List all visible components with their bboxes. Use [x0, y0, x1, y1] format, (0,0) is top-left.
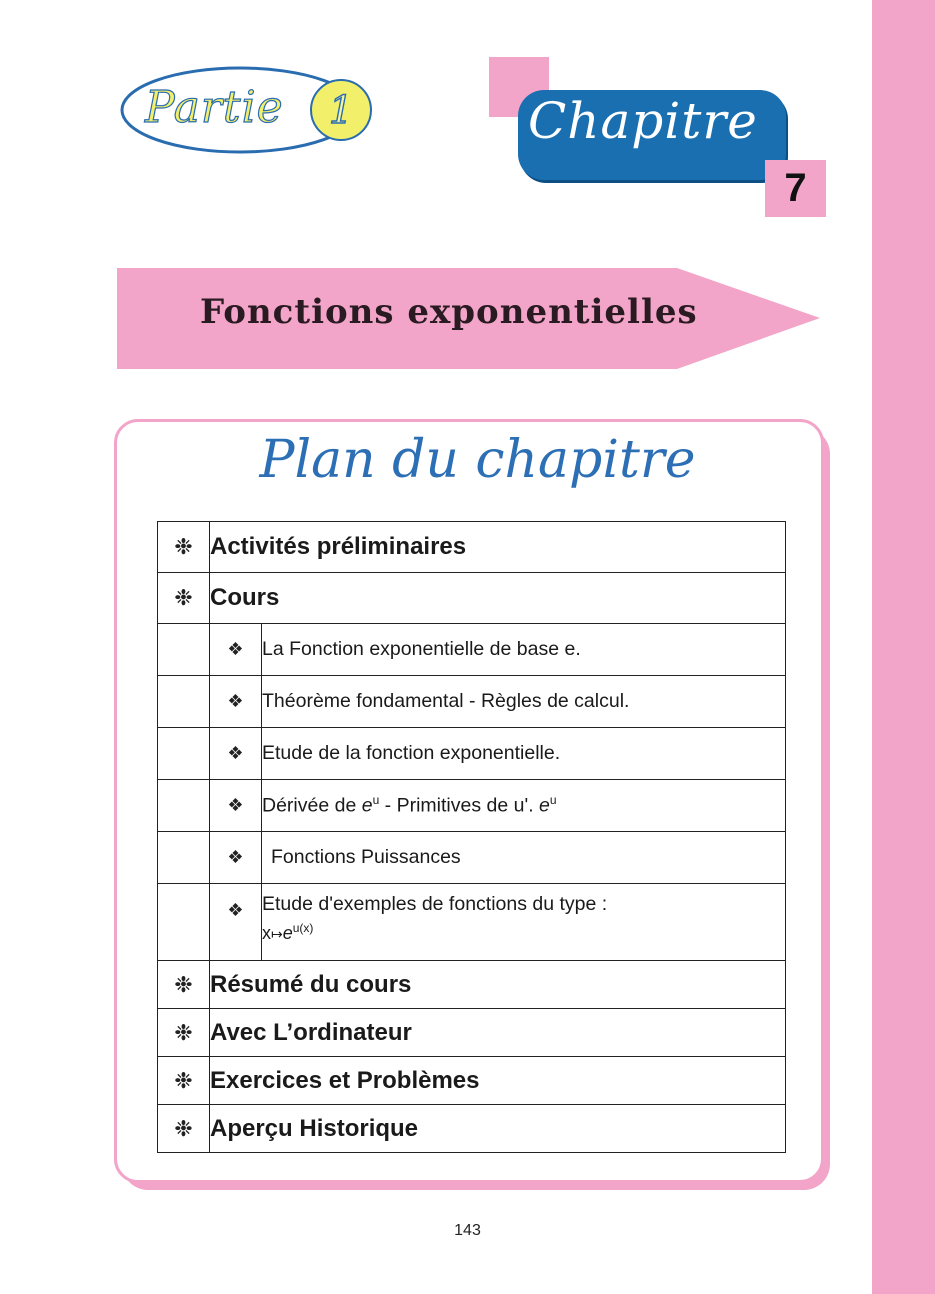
page-number: 143	[454, 1222, 481, 1239]
row-empty-cell	[158, 728, 210, 780]
row-bullet	[158, 522, 210, 573]
table-row	[158, 624, 786, 676]
table-row	[158, 728, 786, 780]
derivee-exponent: u	[372, 793, 380, 808]
snowflake-icon: ❉	[174, 1115, 193, 1141]
plan-item-exercices: Exercices et Problèmes	[210, 1057, 786, 1105]
row-empty-cell	[158, 624, 210, 676]
diamond-icon: ❖	[227, 743, 244, 763]
derivee-e: e	[361, 794, 373, 817]
chapitre-number: 7	[765, 160, 826, 217]
plan-subitem-theoreme: Théorème fondamental - Règles de calcul.	[262, 676, 786, 728]
plan-subitem-derivee	[262, 780, 786, 832]
snowflake-icon: ❉	[174, 971, 193, 997]
formula-exponent: u(x)	[292, 921, 314, 935]
maps-to-arrow: ↦	[271, 926, 283, 942]
snowflake-icon: ❉	[174, 1067, 193, 1093]
plan-item-historique: Aperçu Historique	[210, 1105, 786, 1153]
snowflake-icon: ❉	[174, 585, 193, 610]
table-row	[158, 780, 786, 832]
row-bullet	[158, 573, 210, 624]
plan-subitem-exemples	[262, 884, 786, 961]
plan-heading	[0, 430, 935, 490]
row-bullet	[158, 1057, 210, 1105]
row-bullet	[210, 728, 262, 780]
derivee-prefix: Dérivée de	[262, 794, 362, 817]
table-row	[158, 573, 786, 624]
primitive-e: e	[539, 794, 550, 817]
right-margin-band	[872, 0, 935, 1294]
diamond-icon: ❖	[227, 847, 244, 867]
table-row	[158, 522, 786, 573]
plan-subitem-puissances: Fonctions Puissances	[262, 832, 786, 884]
diamond-icon: ❖	[227, 639, 244, 659]
row-bullet	[210, 624, 262, 676]
plan-item-resume: Résumé du cours	[210, 961, 786, 1009]
row-bullet	[158, 1009, 210, 1057]
exemples-line1: Etude d'exemples de fonctions du type :	[262, 893, 608, 915]
table-row	[158, 1057, 786, 1105]
row-bullet	[210, 780, 262, 832]
table-row	[158, 961, 786, 1009]
snowflake-icon: ❉	[174, 534, 193, 559]
partie-number: 1	[328, 88, 354, 132]
partie-badge	[115, 60, 385, 160]
plan-heading-text: Plan du chapitre	[259, 430, 696, 490]
row-bullet	[158, 961, 210, 1009]
formula-e: e	[282, 923, 293, 943]
row-bullet	[210, 884, 262, 961]
plan-item-cours: Cours	[210, 573, 786, 624]
row-bullet	[210, 832, 262, 884]
plan-subitem-etude: Etude de la fonction exponentielle.	[262, 728, 786, 780]
row-bullet	[210, 676, 262, 728]
table-row	[158, 884, 786, 961]
exemples-formula	[262, 916, 785, 946]
primitive-exponent: u	[549, 793, 557, 808]
row-empty-cell	[158, 832, 210, 884]
diamond-icon: ❖	[227, 900, 244, 920]
table-row	[158, 832, 786, 884]
diamond-icon: ❖	[227, 691, 244, 711]
row-empty-cell	[158, 780, 210, 832]
table-row	[158, 1105, 786, 1153]
partie-label: Partie	[145, 82, 284, 133]
formula-x: x	[262, 923, 271, 943]
table-row	[158, 1009, 786, 1057]
plan-item-ordinateur: Avec L’ordinateur	[210, 1009, 786, 1057]
row-bullet	[158, 1105, 210, 1153]
plan-subitem-fonction-exp: La Fonction exponentielle de base e.	[262, 624, 786, 676]
row-empty-cell	[158, 884, 210, 961]
diamond-icon: ❖	[227, 795, 244, 815]
plan-table	[157, 521, 786, 1153]
table-row	[158, 676, 786, 728]
row-empty-cell	[158, 676, 210, 728]
plan-item-activites: Activités préliminaires	[210, 522, 786, 573]
snowflake-icon: ❉	[174, 1019, 193, 1045]
derivee-middle: - Primitives de u'.	[379, 794, 540, 817]
chapter-title: Fonctions exponentielles	[200, 292, 698, 332]
chapitre-label: Chapitre	[528, 92, 758, 150]
